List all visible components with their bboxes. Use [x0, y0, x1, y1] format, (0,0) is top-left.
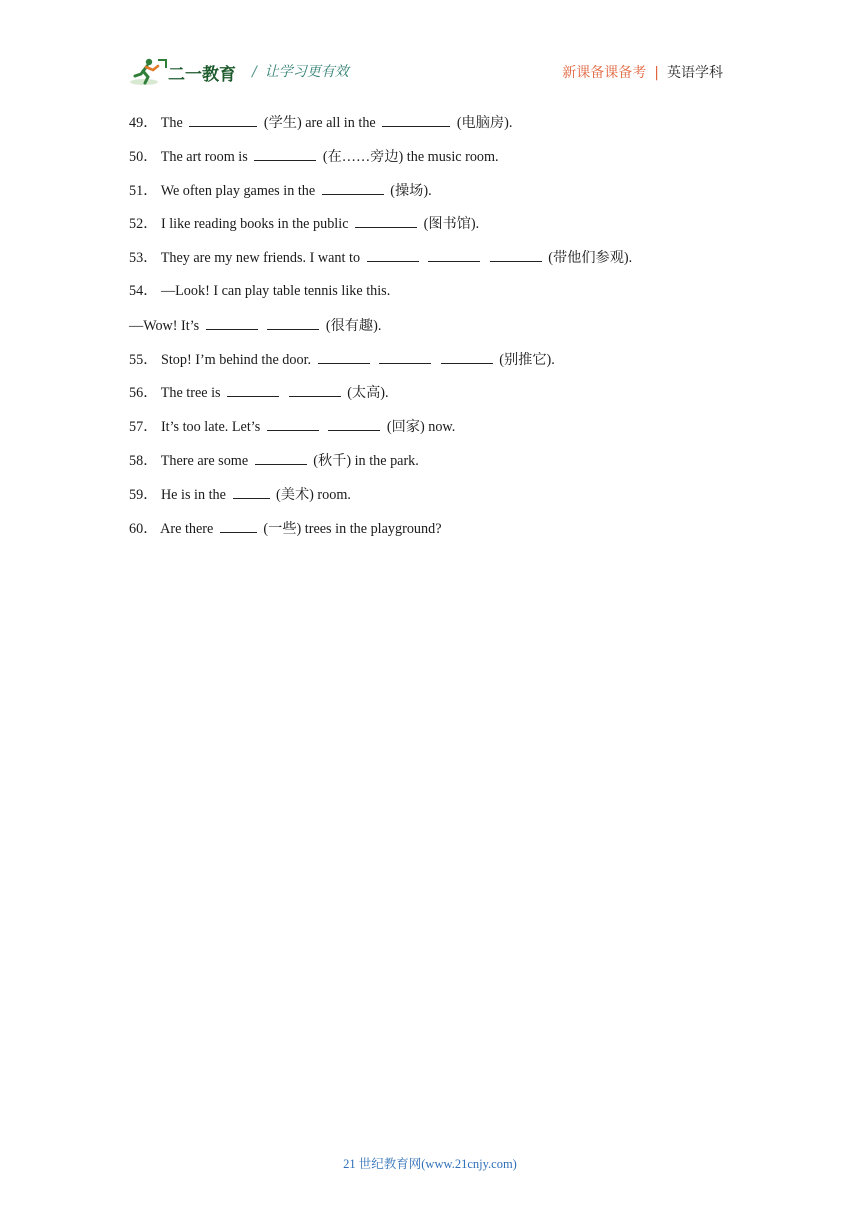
- answer-blank: [267, 416, 319, 431]
- question-52: [129, 213, 749, 247]
- question-text: (别推它).: [499, 351, 555, 368]
- question-text: The art room is: [160, 148, 248, 165]
- answer-blank: [428, 247, 480, 262]
- answer-blank: [227, 382, 279, 397]
- question-number: 55．: [129, 351, 158, 368]
- answer-blank: [441, 349, 493, 364]
- answer-blank: [206, 315, 258, 330]
- question-59: [129, 484, 749, 518]
- page-header: [0, 52, 860, 92]
- question-text: —Wow! It’s: [129, 317, 200, 334]
- question-number: 53．: [129, 250, 158, 267]
- question-56: [129, 382, 749, 416]
- question-number: 54．: [129, 282, 158, 299]
- question-text: (一些) trees in the playground?: [263, 520, 442, 537]
- question-number: 49．: [129, 115, 158, 131]
- logo-text: 二一教育: [168, 65, 236, 85]
- question-57: [129, 416, 749, 450]
- question-53: [129, 247, 749, 281]
- question-text: (回家) now.: [386, 419, 456, 436]
- slogan-slash: /: [252, 64, 257, 80]
- question-51: [129, 180, 749, 214]
- answer-blank: [267, 315, 319, 330]
- question-49: [129, 112, 749, 146]
- answer-blank: [355, 213, 417, 228]
- slogan: [252, 61, 349, 81]
- answer-blank: [189, 112, 257, 127]
- question-number: 60．: [129, 520, 158, 537]
- question-text: (在……旁边) the music room.: [322, 148, 499, 165]
- question-text: Are there: [160, 520, 214, 537]
- question-text: (图书馆).: [423, 216, 480, 233]
- answer-blank: [382, 112, 450, 127]
- question-54: [129, 281, 749, 315]
- question-50: [129, 146, 749, 180]
- answer-blank: [379, 349, 431, 364]
- question-55: [129, 349, 749, 383]
- question-text: He is in the: [160, 486, 226, 503]
- question-list: [129, 112, 749, 551]
- question-text: It’s too late. Let’s: [160, 419, 261, 436]
- question-text: There are some: [160, 452, 249, 469]
- question-number: 50．: [129, 148, 158, 165]
- answer-blank: [328, 416, 380, 431]
- question-number: 59．: [129, 486, 158, 503]
- question-text: (学生) are all in the: [263, 115, 376, 131]
- answer-blank: [233, 484, 270, 499]
- question-number: 56．: [129, 385, 158, 402]
- question-number: 52．: [129, 216, 158, 233]
- brand-logo: [128, 56, 240, 88]
- question-text: Stop! I’m behind the door.: [160, 351, 312, 368]
- answer-blank: [220, 518, 257, 533]
- question-text: We often play games in the: [160, 182, 316, 199]
- question-text: —Look! I can play table tennis like this.: [160, 282, 391, 299]
- answer-blank: [255, 450, 307, 465]
- question-number: 51．: [129, 182, 158, 199]
- question-number: 57．: [129, 419, 158, 436]
- question-text: The tree is: [160, 385, 221, 402]
- question-58: [129, 450, 749, 484]
- page-footer: 21 世纪教育网(www.21cnjy.com): [343, 1157, 517, 1171]
- question-text: (美术) room.: [276, 486, 351, 503]
- question-54-reply: [129, 315, 749, 349]
- question-text: I like reading books in the public: [160, 216, 349, 233]
- answer-blank: [289, 382, 341, 397]
- slogan-text: 让学习更有效: [264, 64, 349, 80]
- header-separator: |: [654, 65, 659, 81]
- question-60: [129, 518, 749, 552]
- answer-blank: [322, 180, 384, 195]
- question-text: The: [160, 115, 183, 131]
- answer-blank: [318, 349, 370, 364]
- running-figure-icon: [128, 56, 240, 88]
- question-text: (秋千) in the park.: [313, 452, 419, 469]
- header-tags: [562, 62, 723, 82]
- answer-blank: [367, 247, 419, 262]
- subject-tag: 英语学科: [667, 65, 723, 81]
- question-text: (电脑房).: [456, 115, 513, 131]
- question-number: 58．: [129, 452, 158, 469]
- question-text: (带他们参观).: [548, 250, 633, 267]
- answer-blank: [490, 247, 542, 262]
- answer-blank: [254, 146, 316, 161]
- question-text: They are my new friends. I want to: [160, 250, 361, 267]
- question-text: (操场).: [390, 182, 432, 199]
- course-tag: 新课备课备考: [562, 65, 647, 81]
- question-text: (很有趣).: [325, 317, 382, 334]
- question-text: (太高).: [347, 385, 389, 402]
